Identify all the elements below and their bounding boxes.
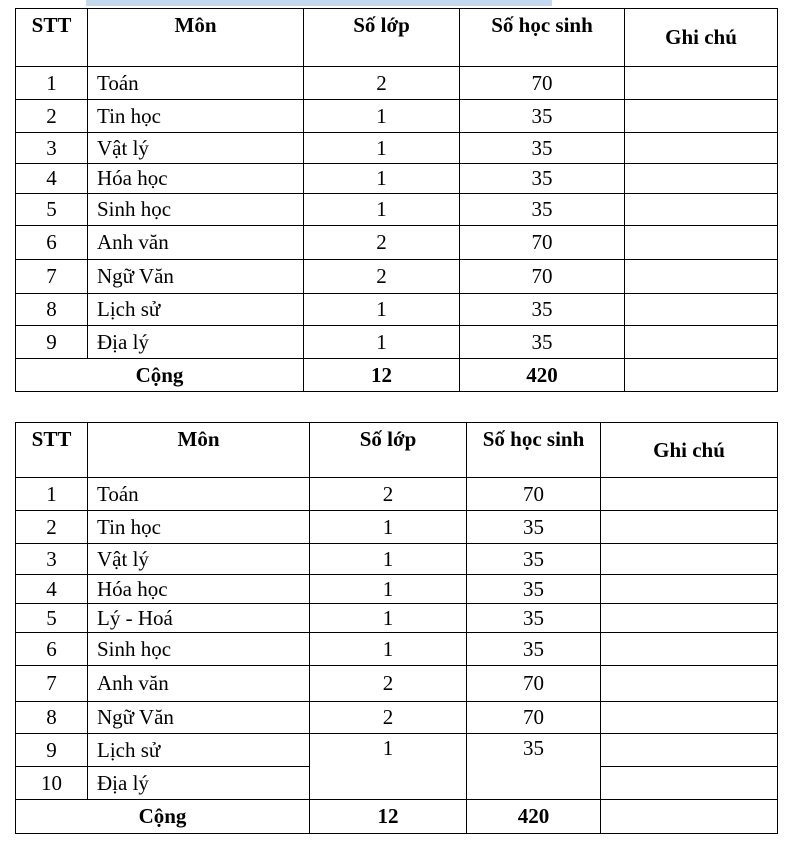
- header-mon: Môn: [88, 423, 310, 478]
- cell-mon: Địa lý: [88, 767, 310, 800]
- table-row: [16, 260, 778, 294]
- subject-table-1: [15, 8, 778, 392]
- cell-ghi-chu: [601, 633, 778, 666]
- cell-mon: Lịch sử: [88, 294, 304, 326]
- cell-so-lop: 2: [310, 666, 467, 702]
- cell-stt: 10: [16, 767, 88, 800]
- cell-mon: Địa lý: [88, 326, 304, 359]
- cell-so-hoc-sinh-merged: 35: [467, 734, 601, 800]
- cell-stt: 8: [16, 294, 88, 326]
- total-label: Cộng: [16, 359, 304, 392]
- cell-mon: Hóa học: [88, 164, 304, 194]
- cell-stt: 6: [16, 633, 88, 666]
- cell-ghi-chu: [625, 100, 778, 133]
- cell-stt: 2: [16, 511, 88, 544]
- cell-mon: Ngữ Văn: [88, 260, 304, 294]
- cell-stt: 4: [16, 575, 88, 604]
- cell-so-lop: 1: [304, 326, 460, 359]
- total-ghi-chu: [625, 359, 778, 392]
- cell-so-lop: 1: [310, 575, 467, 604]
- table-row: [16, 100, 778, 133]
- subject-table-2: [15, 422, 778, 834]
- table-row: [16, 575, 778, 604]
- cell-so-lop: 1: [304, 100, 460, 133]
- header-so-lop: Số lớp: [304, 9, 460, 67]
- table-row: [16, 604, 778, 633]
- cell-mon: Vật lý: [88, 544, 310, 575]
- header-so-hoc-sinh: Số học sinh: [460, 9, 625, 67]
- cell-ghi-chu: [601, 734, 778, 767]
- cell-so-hoc-sinh: 35: [467, 633, 601, 666]
- cell-so-lop: 1: [310, 604, 467, 633]
- cell-so-lop: 1: [310, 633, 467, 666]
- table-row: [16, 511, 778, 544]
- cell-so-hoc-sinh: 35: [460, 133, 625, 164]
- cell-so-lop: 1: [304, 164, 460, 194]
- table-row: [16, 633, 778, 666]
- cell-mon: Tin học: [88, 100, 304, 133]
- cell-stt: 1: [16, 67, 88, 100]
- cell-mon: Anh văn: [88, 666, 310, 702]
- cell-so-hoc-sinh: 35: [460, 294, 625, 326]
- cell-ghi-chu: [625, 133, 778, 164]
- header-ghi-chu: Ghi chú: [601, 423, 778, 478]
- cell-mon: Lịch sử: [88, 734, 310, 767]
- header-so-hoc-sinh: Số học sinh: [467, 423, 601, 478]
- cell-mon: Toán: [88, 67, 304, 100]
- cell-ghi-chu: [601, 604, 778, 633]
- highlight-bar: [86, 0, 552, 6]
- cell-stt: 4: [16, 164, 88, 194]
- cell-ghi-chu: [601, 478, 778, 511]
- cell-ghi-chu: [601, 767, 778, 800]
- cell-so-hoc-sinh: 70: [467, 666, 601, 702]
- header-ghi-chu: Ghi chú: [625, 9, 778, 67]
- cell-so-hoc-sinh: 35: [460, 194, 625, 226]
- cell-so-hoc-sinh: 70: [460, 260, 625, 294]
- table-row: [16, 133, 778, 164]
- cell-ghi-chu: [625, 194, 778, 226]
- total-so-lop: 12: [304, 359, 460, 392]
- cell-stt: 3: [16, 133, 88, 164]
- header-so-lop: Số lớp: [310, 423, 467, 478]
- total-so-hoc-sinh: 420: [467, 800, 601, 834]
- table-row: [16, 164, 778, 194]
- cell-so-lop: 2: [304, 67, 460, 100]
- cell-so-hoc-sinh: 70: [460, 226, 625, 260]
- cell-stt: 5: [16, 194, 88, 226]
- header-row: [16, 423, 778, 478]
- cell-so-hoc-sinh: 35: [467, 544, 601, 575]
- total-row: [16, 800, 778, 834]
- header-stt: STT: [16, 9, 88, 67]
- table-row: [16, 226, 778, 260]
- cell-stt: 7: [16, 260, 88, 294]
- table-row: [16, 478, 778, 511]
- total-label: Cộng: [16, 800, 310, 834]
- cell-mon: Vật lý: [88, 133, 304, 164]
- cell-ghi-chu: [625, 294, 778, 326]
- cell-ghi-chu: [601, 544, 778, 575]
- cell-ghi-chu: [601, 575, 778, 604]
- cell-stt: 8: [16, 702, 88, 734]
- cell-stt: 3: [16, 544, 88, 575]
- cell-ghi-chu: [601, 511, 778, 544]
- cell-stt: 7: [16, 666, 88, 702]
- cell-ghi-chu: [625, 226, 778, 260]
- cell-stt: 9: [16, 326, 88, 359]
- header-stt: STT: [16, 423, 88, 478]
- total-so-hoc-sinh: 420: [460, 359, 625, 392]
- cell-so-hoc-sinh: 35: [467, 604, 601, 633]
- cell-mon: Lý - Hoá: [88, 604, 310, 633]
- table-row: [16, 294, 778, 326]
- cell-so-hoc-sinh: 35: [467, 575, 601, 604]
- cell-stt: 2: [16, 100, 88, 133]
- table-row: [16, 326, 778, 359]
- cell-so-lop: 2: [310, 478, 467, 511]
- cell-mon: Ngữ Văn: [88, 702, 310, 734]
- table-row: [16, 666, 778, 702]
- cell-so-hoc-sinh: 70: [467, 702, 601, 734]
- cell-so-hoc-sinh: 35: [467, 511, 601, 544]
- cell-mon: Toán: [88, 478, 310, 511]
- cell-so-lop: 1: [310, 544, 467, 575]
- cell-stt: 9: [16, 734, 88, 767]
- total-ghi-chu: [601, 800, 778, 834]
- cell-so-lop: 1: [304, 133, 460, 164]
- cell-so-lop: 1: [304, 294, 460, 326]
- cell-so-lop: 2: [310, 702, 467, 734]
- header-mon: Môn: [88, 9, 304, 67]
- cell-mon: Tin học: [88, 511, 310, 544]
- cell-mon: Sinh học: [88, 633, 310, 666]
- cell-ghi-chu: [625, 164, 778, 194]
- header-row: [16, 9, 778, 67]
- cell-so-lop: 2: [304, 226, 460, 260]
- cell-so-hoc-sinh: 70: [467, 478, 601, 511]
- table-row: [16, 67, 778, 100]
- cell-so-hoc-sinh: 35: [460, 164, 625, 194]
- cell-ghi-chu: [601, 702, 778, 734]
- total-row: [16, 359, 778, 392]
- cell-mon: Sinh học: [88, 194, 304, 226]
- total-so-lop: 12: [310, 800, 467, 834]
- table-row: [16, 194, 778, 226]
- cell-so-lop: 1: [310, 511, 467, 544]
- cell-mon: Anh văn: [88, 226, 304, 260]
- cell-so-hoc-sinh: 35: [460, 100, 625, 133]
- table-row: [16, 544, 778, 575]
- cell-stt: 1: [16, 478, 88, 511]
- cell-ghi-chu: [625, 326, 778, 359]
- cell-so-hoc-sinh: 70: [460, 67, 625, 100]
- table-row: [16, 734, 778, 767]
- cell-ghi-chu: [601, 666, 778, 702]
- cell-mon: Hóa học: [88, 575, 310, 604]
- cell-stt: 6: [16, 226, 88, 260]
- cell-stt: 5: [16, 604, 88, 633]
- cell-so-lop-merged: 1: [310, 734, 467, 800]
- cell-so-hoc-sinh: 35: [460, 326, 625, 359]
- table-row: [16, 702, 778, 734]
- cell-so-lop: 1: [304, 194, 460, 226]
- cell-ghi-chu: [625, 67, 778, 100]
- cell-so-lop: 2: [304, 260, 460, 294]
- cell-ghi-chu: [625, 260, 778, 294]
